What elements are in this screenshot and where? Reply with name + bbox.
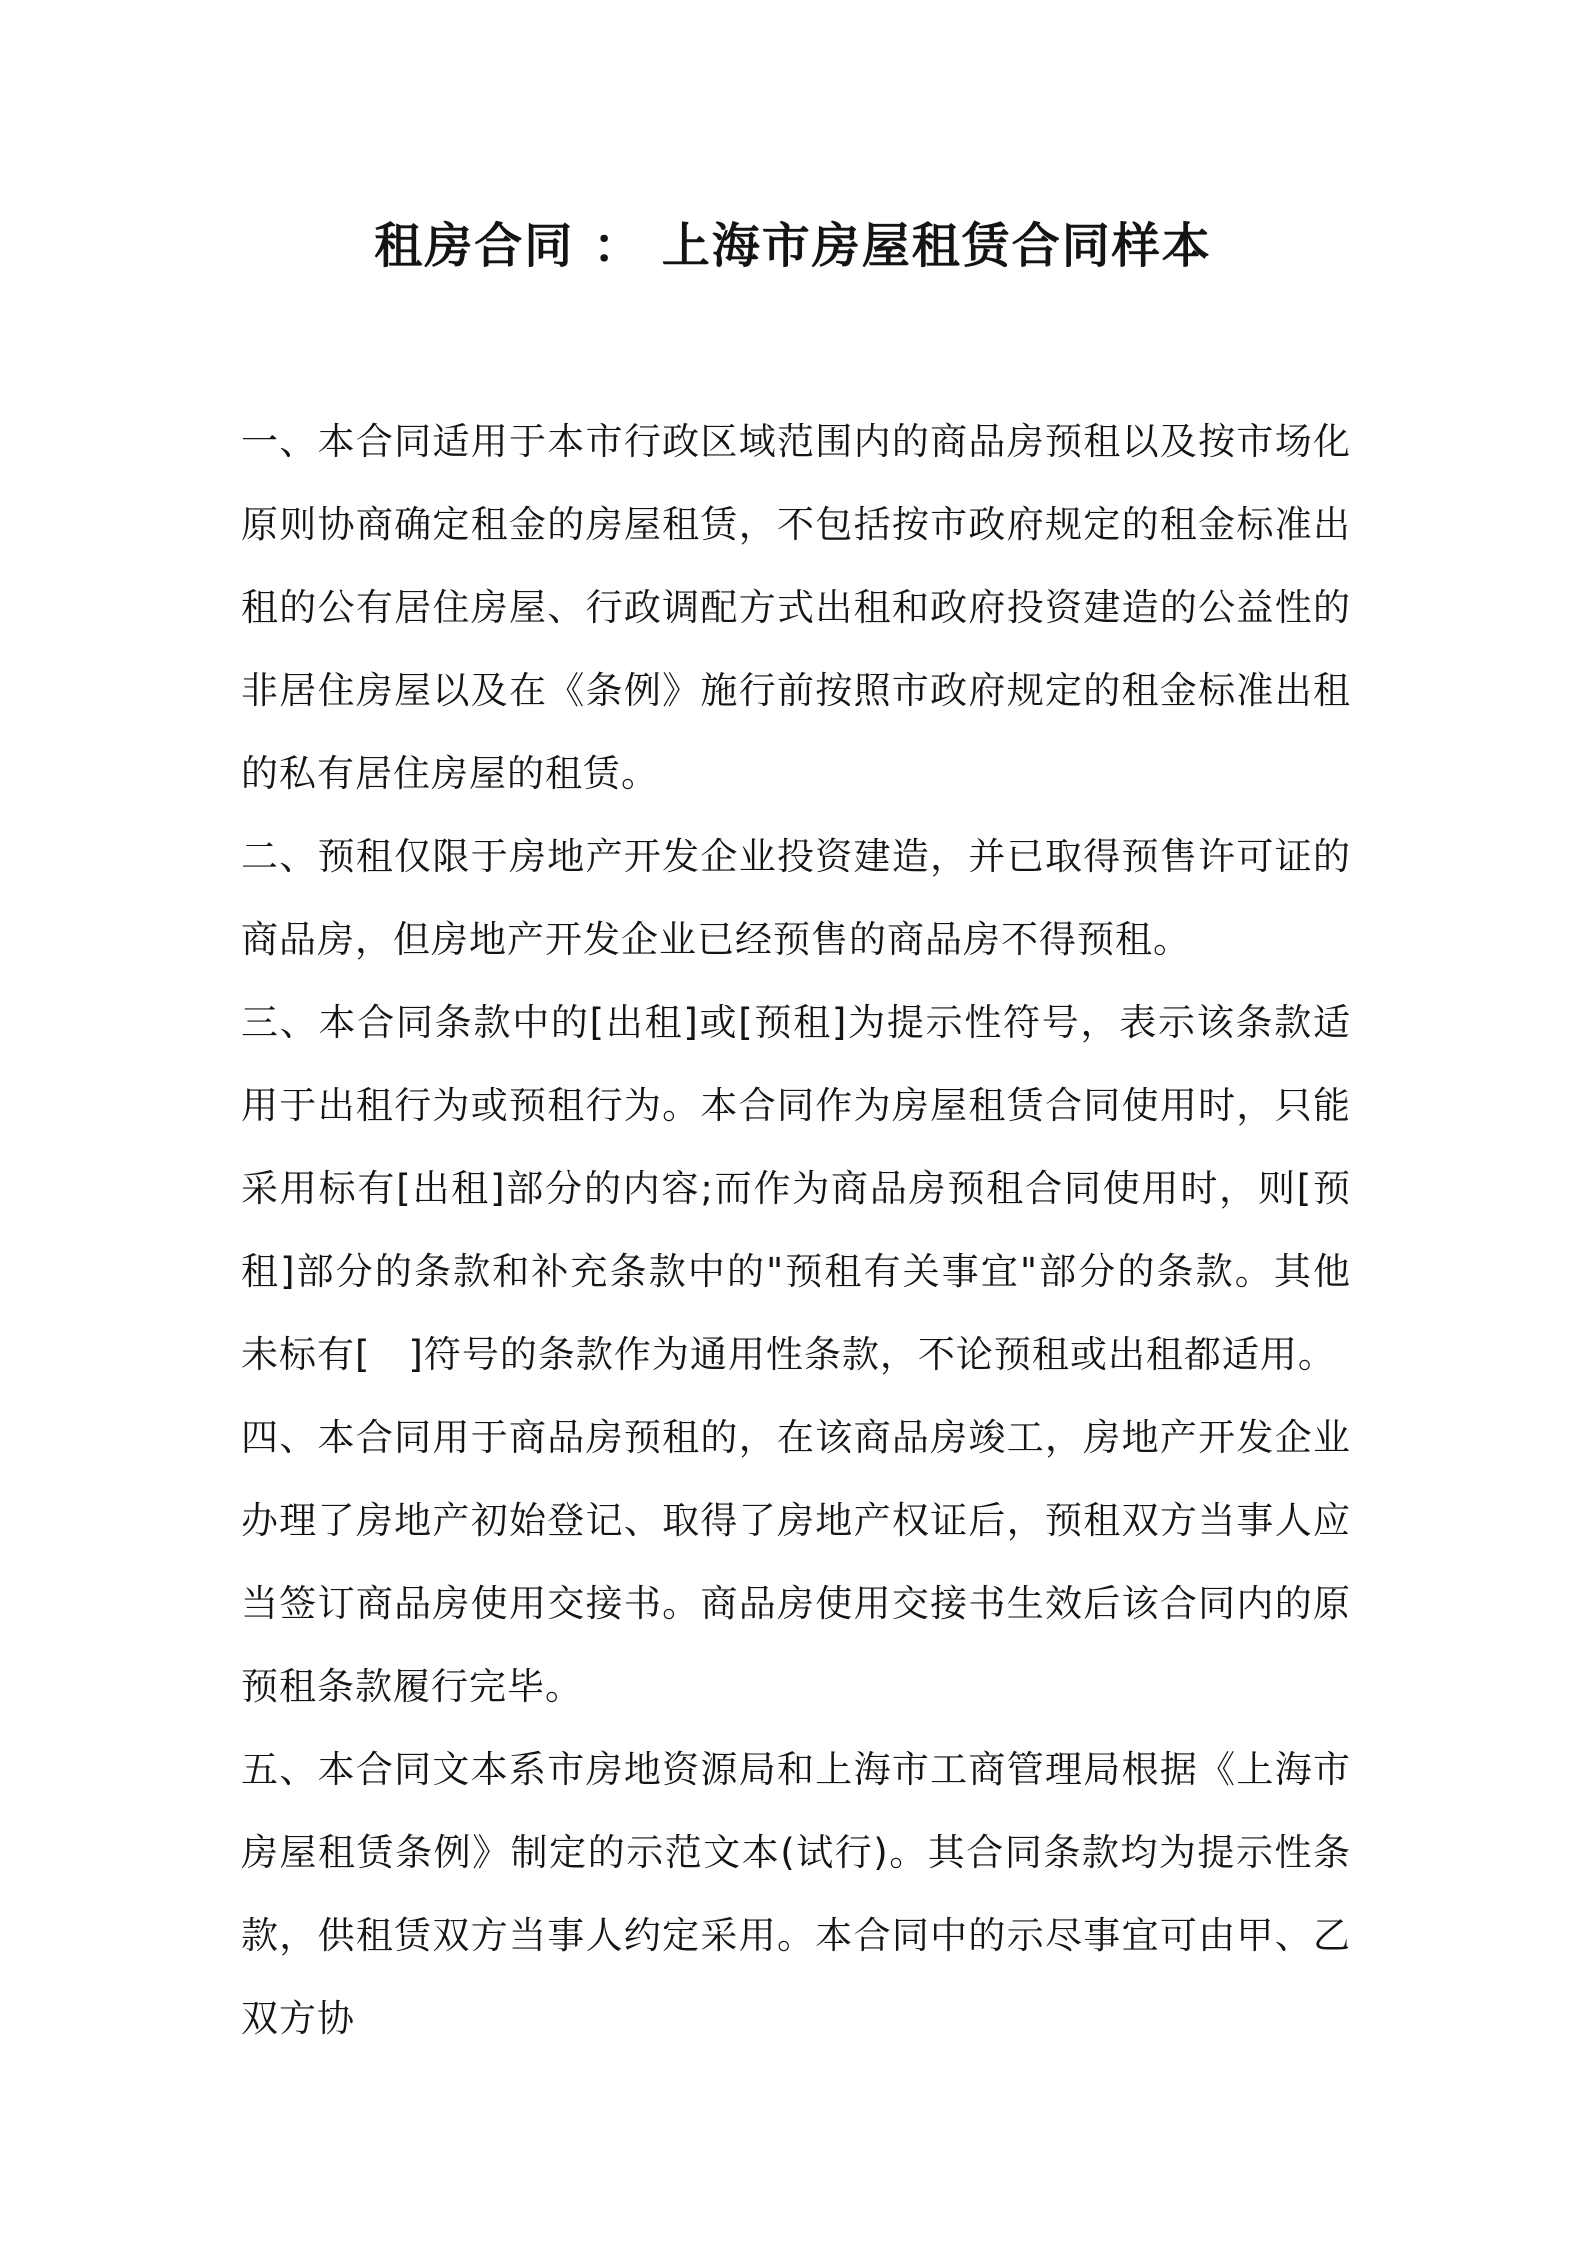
clause-paragraph-1: 一、本合同适用于本市行政区域范围内的商品房预租以及按市场化原则协商确定租金的房屋租赁，不包括按市政府规定的租金标准出租的公有居住房屋、行政调配方式出租和政府投资建造的公益性的非居住房屋以及在《条例》施行前按照市政府规定的租金标准出租的私有居住房屋的租赁。 [241,420,1351,795]
clause-paragraph-4: 四、本合同用于商品房预租的，在该商品房竣工，房地产开发企业办理了房地产初始登记、取得了房地产权证后，预租双方当事人应当签订商品房使用交接书。商品房使用交接书生效后该合同内的原预租条款履行完毕。 [241,1416,1351,1708]
document-body [241,400,1351,2060]
clause-paragraph-3: 三、本合同条款中的[出租]或[预租]为提示性符号，表示该条款适用于出租行为或预租行为。本合同作为房屋租赁合同使用时，只能采用标有[出租]部分的内容;而作为商品房预租合同使用时，则[预租]部分的条款和补充条款中的"预租有关事宜"部分的条款。其他未标有[ ]符号的条款作为通用性条款，不论预租或出租都适用。 [241,1001,1351,1376]
document-title: 租房合同 ： 上海市房屋租赁合同样本 [374,218,1212,274]
clause-paragraph-2: 二、预租仅限于房地产开发企业投资建造，并已取得预售许可证的商品房，但房地产开发企业已经预售的商品房不得预租。 [241,835,1351,961]
clause-paragraph-5: 五、本合同文本系市房地资源局和上海市工商管理局根据《上海市房屋租赁条例》制定的示范文本(试行)。其合同条款均为提示性条款，供租赁双方当事人约定采用。本合同中的示尽事宜可由甲、乙双方协 [241,1748,1351,2040]
